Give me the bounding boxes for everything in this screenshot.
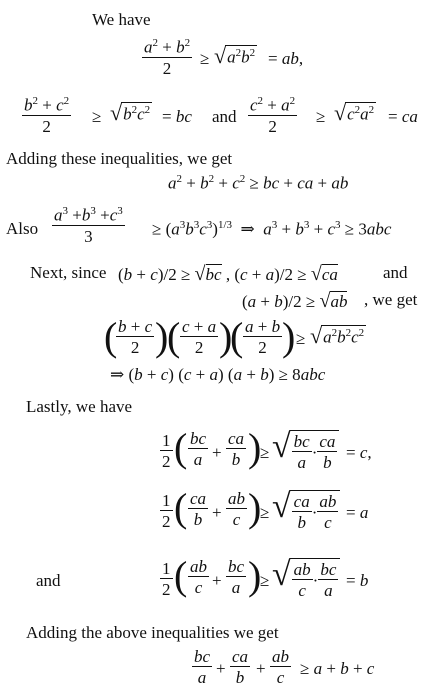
- lastly-text: Lastly, we have: [26, 397, 133, 416]
- condition-2: (a + b)/2 ≥ √ab: [242, 290, 348, 312]
- adding-text-1: Adding these inequalities, we get: [6, 149, 233, 168]
- and-word-2: and: [383, 263, 408, 282]
- eq7-rhs: = c,: [346, 443, 372, 462]
- equation-3: $a^2 + b^2 + c^2$ ≥ bc + ca + ab: [168, 173, 349, 193]
- and-word-1: and: [212, 107, 237, 126]
- next-text: Next, since: [30, 263, 107, 282]
- we-get-text: , we get: [364, 290, 418, 309]
- condition-1: (b + c)/2 ≥ √bc , (c + a)/2 ≥ √ca: [118, 263, 338, 285]
- intro-text: We have: [92, 10, 151, 29]
- and-word-3: and: [36, 571, 61, 590]
- equation-6: ⇒ (b + c) (c + a) (a + b) ≥ 8abc: [110, 365, 326, 384]
- adding-text-2: Adding the above inequalities we get: [26, 623, 279, 642]
- also-text: Also: [6, 219, 39, 238]
